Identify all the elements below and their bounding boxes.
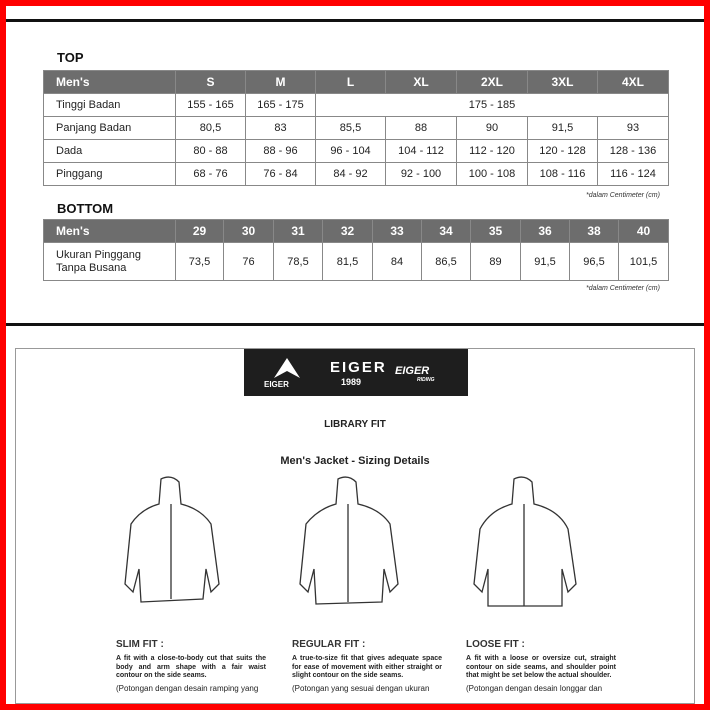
cell: 93: [598, 117, 669, 140]
cell: 76: [224, 243, 274, 281]
fit-description-slim: [116, 639, 266, 696]
fit-name: SLIM FIT :: [116, 639, 164, 650]
cell: 175 - 185: [316, 94, 669, 117]
header-cell: 4XL: [598, 71, 669, 94]
header-cell: 29: [176, 220, 224, 243]
divider: [6, 323, 704, 326]
logo-text: 1989: [341, 377, 362, 387]
library-fit-document: [15, 348, 695, 704]
fit-desc: A fit with a close-to-body cut that suits the body and arm shape with a fair waist contour on the side seams.: [116, 655, 266, 679]
header-cell: M: [246, 71, 316, 94]
logo-text: RIDING: [417, 377, 435, 383]
unit-note: *dalam Centimeter (cm): [586, 285, 660, 292]
top-size-table: [43, 70, 669, 186]
cell: 88: [386, 117, 457, 140]
header-cell: XL: [386, 71, 457, 94]
bottom-size-table: [43, 219, 669, 281]
row-label: Panjang Badan: [44, 117, 176, 140]
cell: 81,5: [323, 243, 373, 281]
cell: 68 - 76: [176, 163, 246, 186]
table-row: [44, 117, 669, 140]
top-section-title: TOP: [57, 50, 84, 65]
cell: 120 - 128: [528, 140, 598, 163]
slim-fit-figure: [111, 474, 231, 614]
cell: 84 - 92: [316, 163, 386, 186]
row-label: Pinggang: [44, 163, 176, 186]
cell: 90: [457, 117, 528, 140]
table-row: [44, 140, 669, 163]
header-cell: 40: [619, 220, 669, 243]
logo-text: EIGER: [330, 359, 387, 376]
header-cell: 32: [323, 220, 373, 243]
regular-fit-figure: [288, 474, 408, 614]
fit-local-desc: (Potongan yang sesuai dengan ukuran: [292, 683, 430, 693]
logo-text: EIGER: [395, 365, 430, 377]
row-label-line: Tanpa Busana: [56, 261, 127, 274]
cell: 76 - 84: [246, 163, 316, 186]
cell: 86,5: [422, 243, 471, 281]
fit-local-desc: (Potongan dengan desain ramping yang: [116, 683, 259, 693]
cell: 91,5: [528, 117, 598, 140]
header-cell: 36: [521, 220, 570, 243]
loose-fit-figure: [464, 474, 584, 614]
header-cell: 30: [224, 220, 274, 243]
brand-logo-bar: [244, 349, 468, 396]
page: [6, 6, 704, 704]
cell: 108 - 116: [528, 163, 598, 186]
fit-description-regular: [292, 639, 442, 696]
header-cell: 3XL: [528, 71, 598, 94]
cell: 92 - 100: [386, 163, 457, 186]
doc-title: LIBRARY FIT: [324, 419, 386, 430]
divider: [6, 19, 704, 22]
table-row: [44, 163, 669, 186]
logo-text: EIGER: [264, 380, 289, 389]
row-label-line: Ukuran Pinggang: [56, 248, 142, 261]
cell: 96,5: [570, 243, 619, 281]
header-cell: 38: [570, 220, 619, 243]
row-label: Dada: [44, 140, 176, 163]
cell: 73,5: [176, 243, 224, 281]
cell: 89: [471, 243, 521, 281]
fit-description-loose: [466, 639, 616, 696]
cell: 112 - 120: [457, 140, 528, 163]
header-cell: Men's: [44, 71, 176, 94]
cell: 80,5: [176, 117, 246, 140]
fit-name: LOOSE FIT :: [466, 639, 525, 650]
doc-subtitle: Men's Jacket - Sizing Details: [280, 455, 430, 467]
header-cell: Men's: [44, 220, 176, 243]
cell: 128 - 136: [598, 140, 669, 163]
header-cell: S: [176, 71, 246, 94]
row-label: [44, 243, 176, 281]
fit-local-desc: (Potongan dengan desain longgar dan: [466, 683, 603, 693]
cell: 83: [246, 117, 316, 140]
table-header: [44, 220, 669, 243]
row-label: Tinggi Badan: [44, 94, 176, 117]
cell: 84: [373, 243, 422, 281]
cell: 100 - 108: [457, 163, 528, 186]
cell: 96 - 104: [316, 140, 386, 163]
header-cell: 33: [373, 220, 422, 243]
fit-desc: A true-to-size fit that gives adequate space for ease of movement with either straight or slight contour on the side seams.: [292, 655, 442, 679]
bottom-section-title: BOTTOM: [57, 201, 114, 216]
cell: 80 - 88: [176, 140, 246, 163]
header-cell: 34: [422, 220, 471, 243]
header-cell: 2XL: [457, 71, 528, 94]
header-cell: L: [316, 71, 386, 94]
cell: 116 - 124: [598, 163, 669, 186]
cell: 85,5: [316, 117, 386, 140]
cell: 155 - 165: [176, 94, 246, 117]
fit-desc: A fit with a loose or oversize cut, straight contour on side seams, and shoulder point that might be set below the actual shoulder.: [466, 655, 616, 679]
cell: 101,5: [619, 243, 669, 281]
eiger-mountain-logo-icon: [274, 358, 300, 378]
cell: 91,5: [521, 243, 570, 281]
table-row: [44, 94, 669, 117]
cell: 88 - 96: [246, 140, 316, 163]
cell: 104 - 112: [386, 140, 457, 163]
table-header: [44, 71, 669, 94]
table-row: [44, 243, 669, 281]
fit-name: REGULAR FIT :: [292, 639, 366, 650]
unit-note: *dalam Centimeter (cm): [586, 192, 660, 199]
header-cell: 35: [471, 220, 521, 243]
cell: 78,5: [274, 243, 323, 281]
cell: 165 - 175: [246, 94, 316, 117]
header-cell: 31: [274, 220, 323, 243]
